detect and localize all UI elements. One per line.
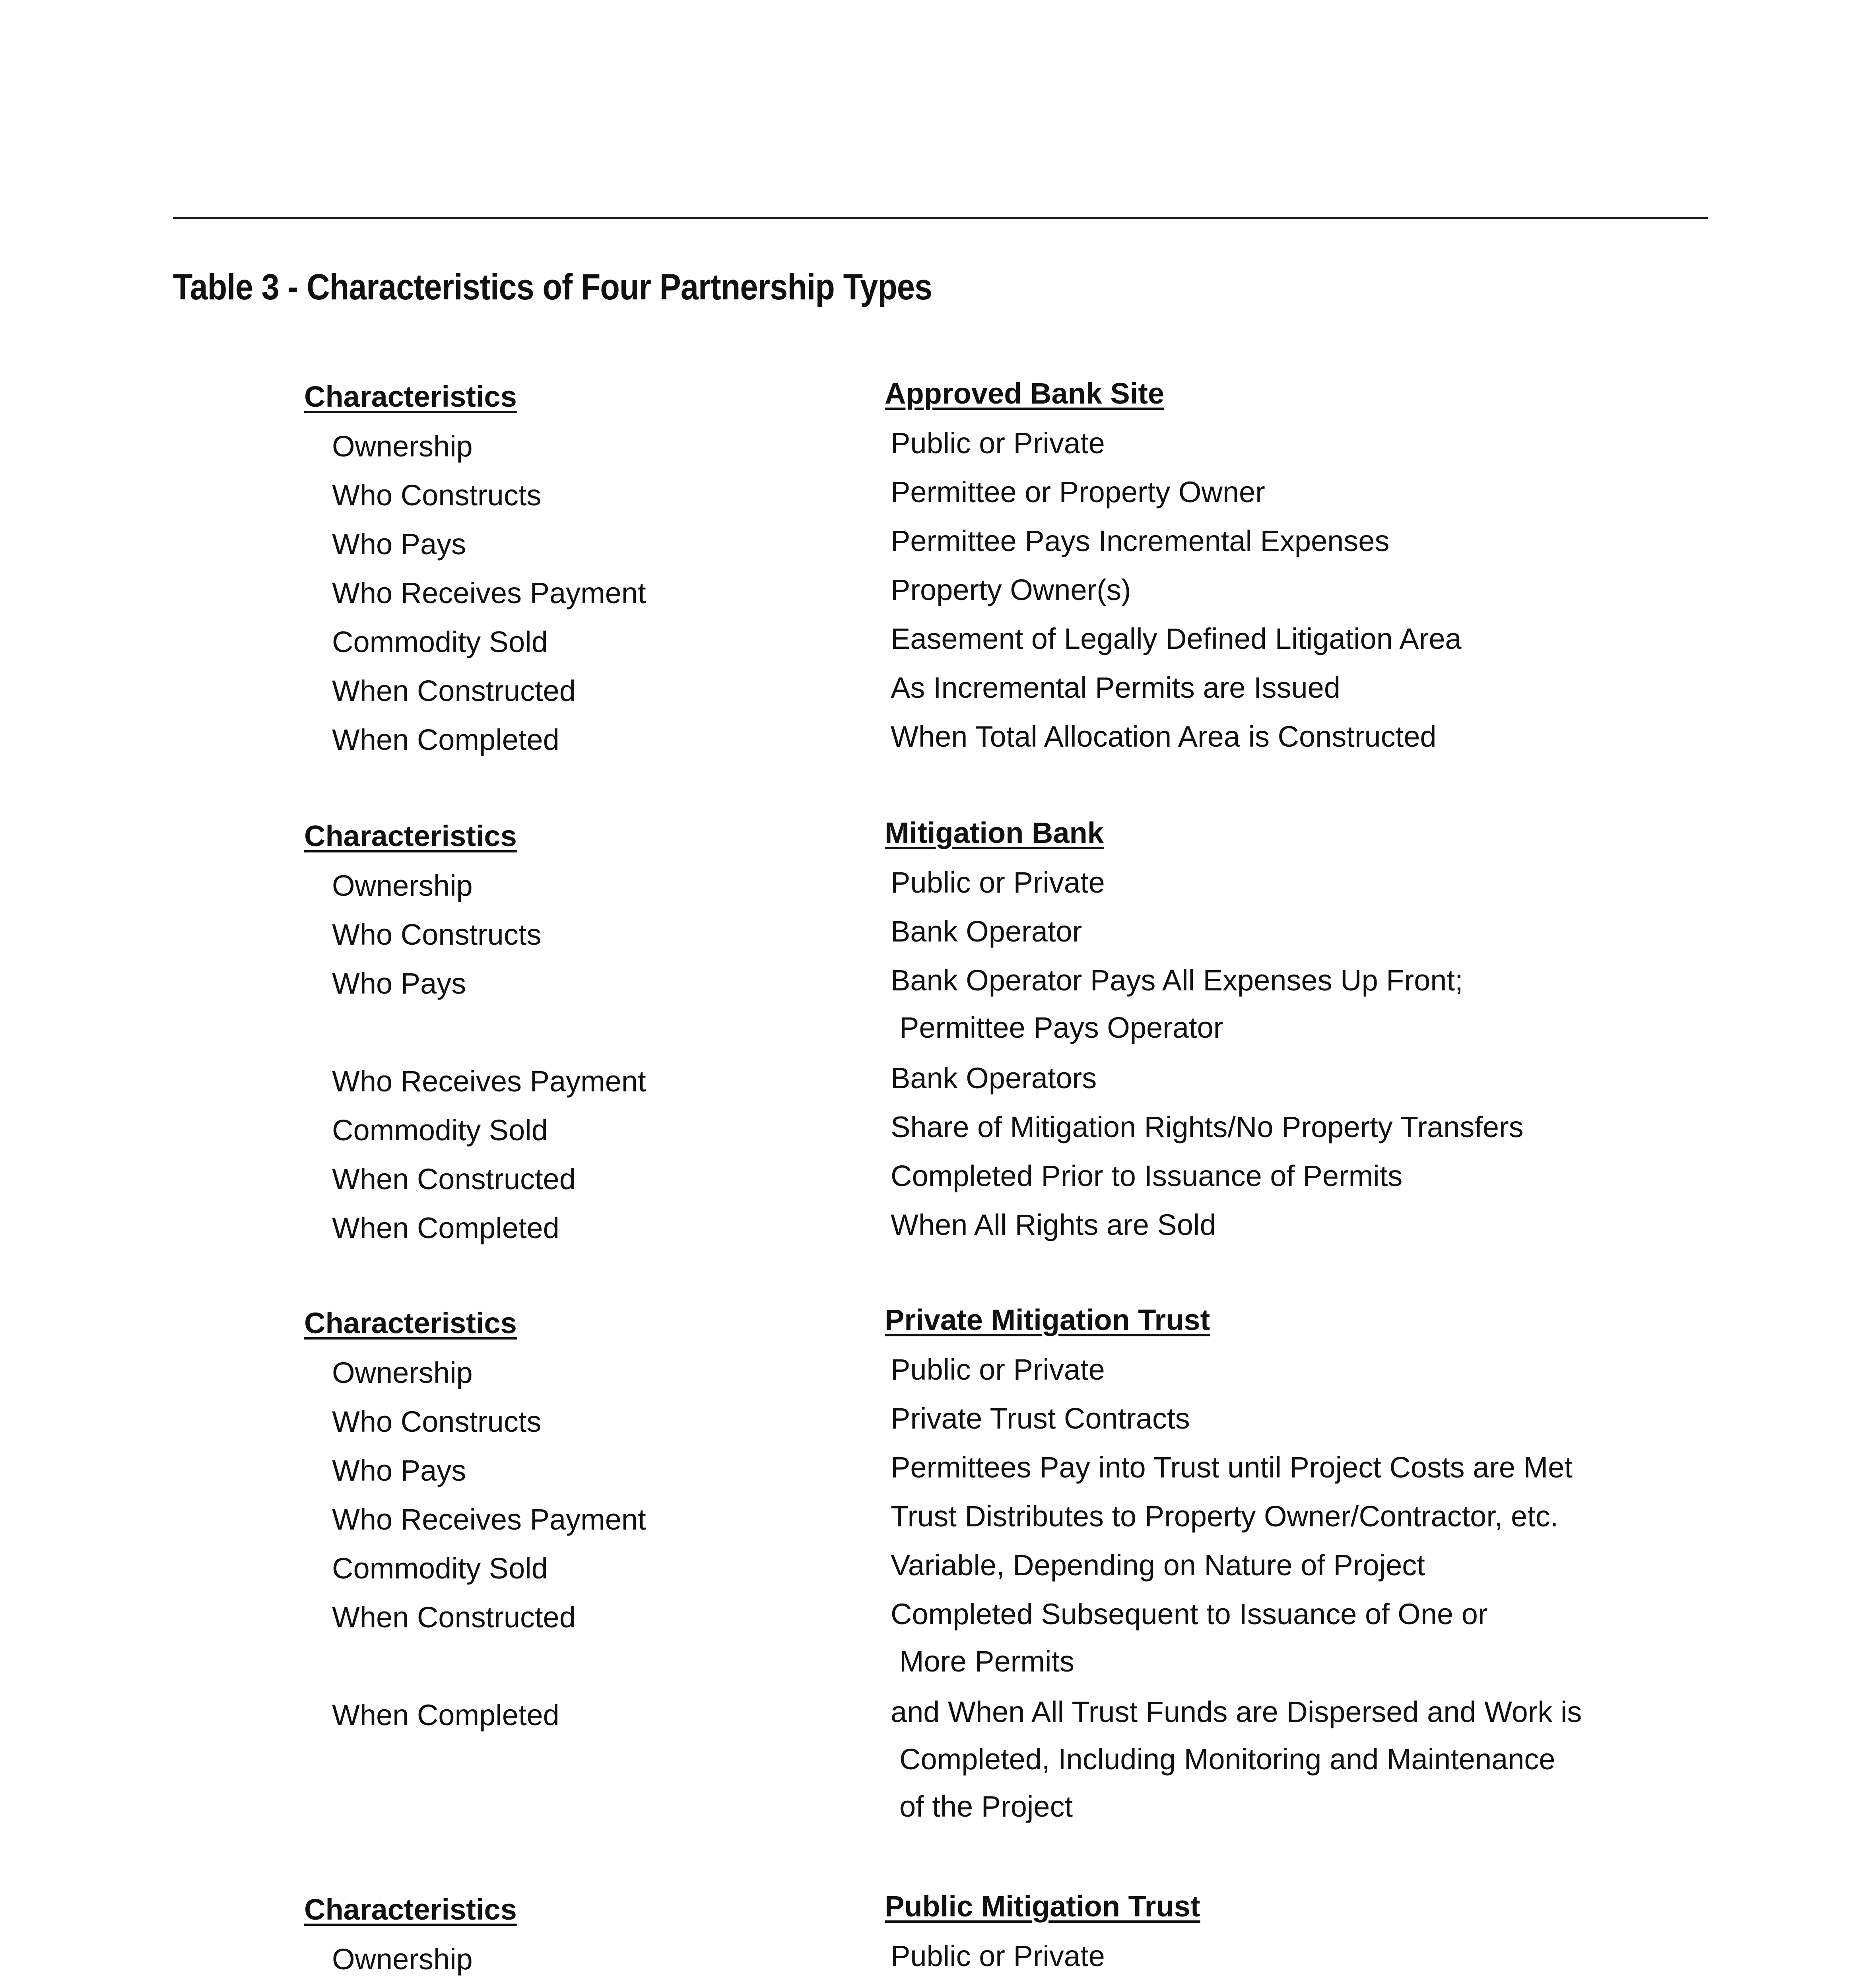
table-row [0, 915, 1864, 967]
characteristic-value [891, 914, 1082, 948]
table-row [0, 1695, 1864, 1823]
characteristic-value [891, 524, 1389, 558]
characteristic-value [891, 1499, 1558, 1533]
characteristic-value [891, 1695, 1582, 1823]
table-row [0, 720, 1864, 772]
partnership-type-header: Mitigation Bank [885, 816, 1104, 849]
characteristic-label: Ownership [332, 869, 473, 902]
value-text: Private Trust Contracts [891, 1402, 1190, 1435]
value-text: Easement of Legally Defined Litigation Area [891, 622, 1462, 655]
table-row [0, 1598, 1864, 1678]
characteristic-value [891, 866, 1105, 899]
value-text: Permittees Pay into Trust until Project Costs are Met [891, 1451, 1573, 1484]
characteristic-label: When Completed [332, 1699, 559, 1732]
table-row [0, 622, 1864, 674]
value-continuation: of the Project [899, 1790, 1073, 1823]
characteristic-label: Ownership [332, 1943, 473, 1976]
characteristic-value [891, 573, 1131, 607]
value-text: Bank Operator Pays All Expenses Up Front; [891, 964, 1463, 997]
value-text: Public or Private [891, 427, 1105, 460]
value-text: Bank Operator [891, 915, 1082, 948]
value-text: Completed Subsequent to Issuance of One or [891, 1598, 1488, 1631]
characteristics-header: Characteristics [304, 1893, 517, 1926]
table-row [0, 524, 1864, 576]
characteristic-label: Ownership [332, 430, 473, 463]
characteristic-label: When Constructed [332, 1601, 576, 1634]
table-row [0, 1451, 1864, 1503]
partnership-type-header: Public Mitigation Trust [885, 1890, 1200, 1923]
characteristic-label: Commodity Sold [332, 1114, 548, 1147]
table-row [0, 1353, 1864, 1405]
value-text: Public or Private [891, 866, 1105, 899]
characteristic-value [891, 426, 1105, 460]
partnership-type-header: Approved Bank Site [885, 377, 1165, 410]
table-row [0, 1551, 1864, 1600]
characteristic-value [891, 1159, 1402, 1193]
table-row [0, 1939, 1864, 1988]
characteristic-value [891, 1402, 1190, 1435]
value-continuation: Completed, Including Monitoring and Maintenance [899, 1743, 1555, 1776]
characteristic-label: When Completed [332, 723, 559, 756]
characteristic-label: When Completed [332, 1211, 559, 1244]
value-continuation: More Permits [899, 1645, 1074, 1678]
characteristic-value [891, 1939, 1105, 1973]
value-text: Public or Private [891, 1353, 1105, 1386]
table-row [0, 478, 1864, 527]
value-text: Variable, Depending on Nature of Project [891, 1549, 1425, 1582]
characteristic-value [891, 1353, 1105, 1386]
value-text: When Total Allocation Area is Constructed [891, 720, 1437, 753]
characteristic-value [891, 963, 1463, 1044]
characteristics-header: Characteristics [304, 1307, 517, 1340]
characteristic-value [891, 720, 1437, 753]
characteristic-label: Who Receives Payment [332, 577, 646, 610]
characteristic-label: Who Receives Payment [332, 1065, 646, 1098]
value-text: and When All Trust Funds are Dispersed and Work is [891, 1695, 1582, 1728]
characteristics-header: Characteristics [304, 380, 517, 413]
value-text: Property Owner(s) [891, 573, 1131, 606]
table-row [0, 866, 1864, 918]
characteristic-value [891, 1208, 1216, 1242]
characteristic-value [891, 671, 1340, 705]
characteristic-value [891, 622, 1462, 656]
table-row [0, 1500, 1864, 1551]
table-row [0, 1064, 1864, 1113]
characteristic-label: Commodity Sold [332, 1552, 548, 1585]
characteristic-value [891, 1061, 1097, 1095]
table-row [0, 1208, 1864, 1260]
value-text: Completed Prior to Issuance of Permits [891, 1159, 1403, 1192]
characteristics-header: Characteristics [304, 819, 517, 852]
characteristic-value [891, 1548, 1425, 1582]
characteristic-label: Commodity Sold [332, 625, 548, 658]
value-text: When All Rights are Sold [891, 1208, 1216, 1241]
value-text: Permittee Pays Incremental Expenses [891, 524, 1390, 557]
characteristic-value [891, 1110, 1524, 1144]
characteristic-label: Ownership [332, 1356, 473, 1389]
value-text: Public or Private [891, 1939, 1105, 1972]
characteristic-value [891, 1450, 1573, 1484]
table-row [0, 1159, 1864, 1211]
characteristic-label: Who Pays [332, 528, 466, 561]
value-text: Permittee or Property Owner [891, 476, 1265, 509]
characteristic-label: Who Constructs [332, 479, 542, 512]
partnership-type-header: Private Mitigation Trust [885, 1303, 1210, 1336]
characteristic-label: When Constructed [332, 674, 576, 707]
table-row [0, 573, 1864, 625]
table-row [0, 1110, 1864, 1162]
value-text: Trust Distributes to Property Owner/Contractor, etc. [891, 1500, 1559, 1533]
value-text: As Incremental Permits are Issued [891, 671, 1340, 704]
table-row [0, 1402, 1864, 1454]
value-continuation: Permittee Pays Operator [899, 1011, 1223, 1044]
value-text: Share of Mitigation Rights/No Property Transfers [891, 1110, 1524, 1143]
characteristic-label: Who Constructs [332, 1405, 542, 1438]
characteristic-label: When Constructed [332, 1163, 576, 1196]
characteristic-value [891, 1597, 1488, 1678]
characteristic-label: Who Pays [332, 967, 466, 1000]
characteristic-value [891, 475, 1265, 509]
characteristic-label: Who Receives Payment [332, 1503, 646, 1536]
table-title: Table 3 - Characteristics of Four Partnership Types [173, 267, 932, 307]
value-text: Bank Operators [891, 1062, 1097, 1095]
table-row [0, 429, 1864, 478]
table-row [0, 671, 1864, 723]
characteristic-label: Who Constructs [332, 918, 542, 951]
top-rule [173, 217, 1708, 219]
characteristic-label: Who Pays [332, 1454, 466, 1487]
table-row [0, 964, 1864, 1044]
